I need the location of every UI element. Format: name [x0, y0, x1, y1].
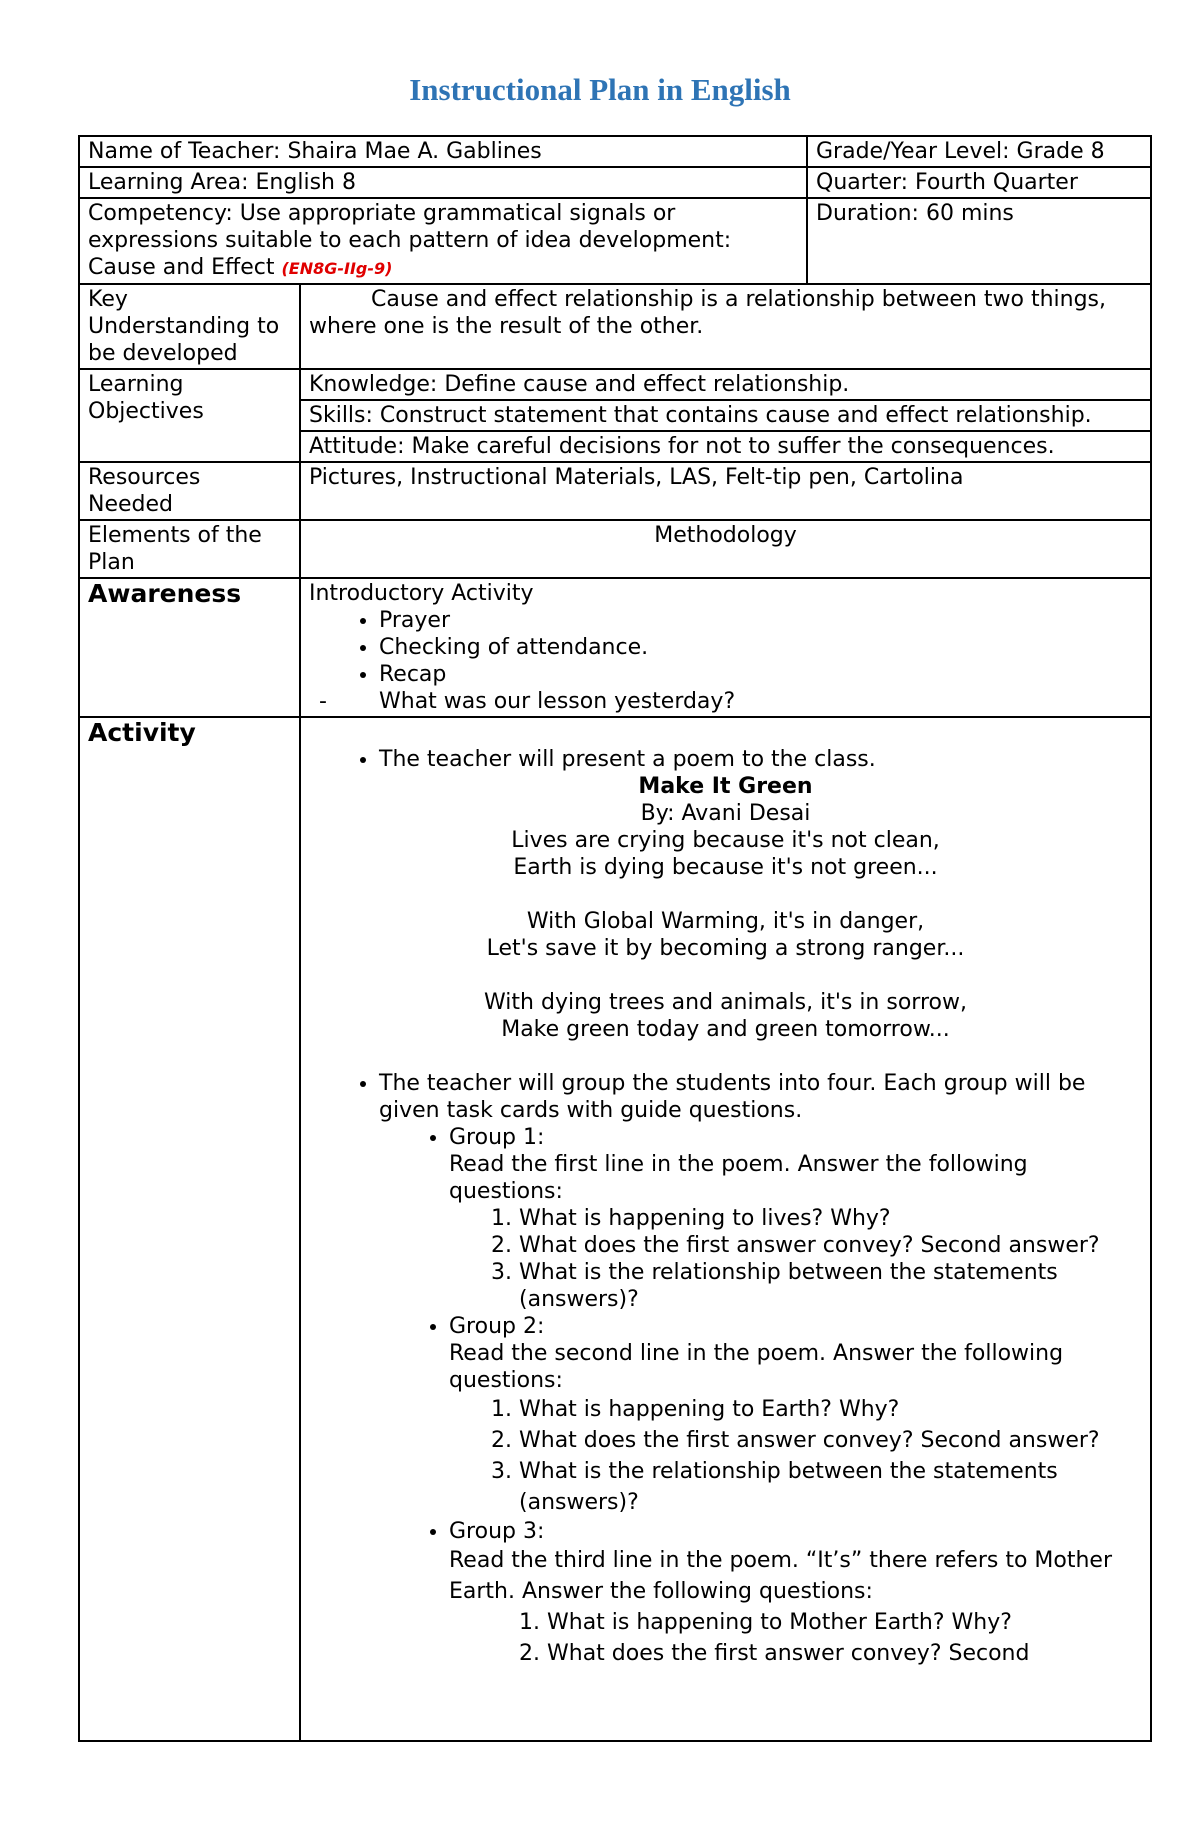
list-item: • Prayer	[379, 607, 1142, 634]
recap-question: - What was our lesson yesterday?	[379, 688, 1142, 715]
competency-text: Competency: Use appropriate grammatical signals or expressions suitable to each pattern of idea development: Cause and Effect	[88, 201, 732, 280]
poem-line: Let's save it by becoming a strong ranger...	[486, 936, 965, 961]
learning-area-row	[79, 167, 1151, 198]
group-item	[449, 1518, 1142, 1669]
document-title: Instructional Plan in English	[409, 72, 791, 107]
group-questions	[449, 1394, 1142, 1518]
question-item: 1. What is happening to Mother Earth? Why?	[547, 1607, 1142, 1638]
poem-line: Make green today and green tomorrow...	[501, 1017, 950, 1042]
activity-label-cell	[79, 717, 300, 1741]
key-understanding-cell	[300, 284, 1151, 369]
elements-label: Elements of the Plan	[79, 520, 300, 578]
awareness-content	[300, 578, 1151, 717]
group-name: • Group 1:	[449, 1125, 545, 1150]
objective-attitude: Attitude: Make careful decisions for not to suffer the consequences.	[300, 431, 1151, 462]
awareness-label-cell	[79, 578, 300, 717]
present-poem-item: • The teacher will present a poem to the class.	[379, 746, 1142, 773]
group-item	[449, 1313, 1142, 1518]
quarter: Quarter: Fourth Quarter	[807, 167, 1151, 198]
competency-cell	[79, 198, 807, 284]
resources-row	[79, 462, 1151, 520]
elements-row	[79, 520, 1151, 578]
question-item: 2. What does the first answer convey? Second answer?	[519, 1232, 1142, 1259]
poem-line: Lives are crying because it's not clean,	[511, 828, 940, 853]
poem-line: With Global Warming, it's in danger,	[526, 909, 925, 934]
list-item: • Recap	[379, 661, 1142, 688]
poem	[309, 773, 1142, 1043]
grade-level: Grade/Year Level: Grade 8	[807, 136, 1151, 167]
question-item: 3. What is the relationship between the statements (answers)?	[519, 1259, 1142, 1313]
poem-line: Earth is dying because it's not green...	[513, 855, 938, 880]
awareness-list	[309, 607, 1142, 715]
group-questions	[449, 1607, 1142, 1669]
group-name: • Group 3:	[449, 1519, 545, 1544]
poem-line: With dying trees and animals, it's in sorrow,	[484, 990, 967, 1015]
group-activity-list	[309, 1070, 1142, 1669]
teacher-row	[79, 136, 1151, 167]
question-item: 3. What is the relationship between the statements (answers)?	[519, 1456, 1142, 1518]
activity-row	[79, 717, 1151, 1741]
objective-knowledge: Knowledge: Define cause and effect relationship.	[300, 369, 1151, 400]
teacher-name: Name of Teacher: Shaira Mae A. Gablines	[79, 136, 807, 167]
question-item: 2. What does the first answer convey? Second answer?	[519, 1425, 1142, 1456]
key-understanding-row	[79, 284, 1151, 369]
group-item	[449, 1124, 1142, 1313]
plan-table	[78, 135, 1152, 1742]
group-instruction: Read the second line in the poem. Answer the following questions:	[449, 1341, 1064, 1393]
objective-skills: Skills: Construct statement that contains cause and effect relationship.	[300, 400, 1151, 431]
awareness-row	[79, 578, 1151, 717]
resources-text: Pictures, Instructional Materials, LAS, Felt-tip pen, Cartolina	[300, 462, 1151, 520]
poem-author: By: Avani Desai	[640, 801, 811, 826]
key-understanding-label: Key Understanding to be developed	[79, 284, 300, 369]
activity-content	[300, 717, 1151, 1741]
activity-list	[309, 746, 1142, 773]
awareness-label: Awareness	[88, 579, 242, 608]
group-intro-text: The teacher will group the students into four. Each group will be given task cards with guide questions.	[379, 1071, 1086, 1123]
question-item: 1. What is happening to Earth? Why?	[519, 1394, 1142, 1425]
group-intro-item	[379, 1070, 1142, 1669]
objectives-row-knowledge	[79, 369, 1151, 400]
objectives-label: Learning Objectives	[79, 369, 300, 462]
competency-code: (EN8G-IIg-9)	[281, 259, 393, 278]
groups-list	[379, 1124, 1142, 1669]
methodology-heading: Methodology	[300, 520, 1151, 578]
key-understanding-text: Cause and effect relationship is a relationship between two things, where one is the result of the other.	[309, 287, 1107, 339]
competency-row	[79, 198, 1151, 284]
duration: Duration: 60 mins	[807, 198, 1151, 284]
resources-label: Resources Needed	[79, 462, 300, 520]
group-instruction: Read the third line in the poem. “It’s” there refers to Mother Earth. Answer the following questions:	[449, 1548, 1112, 1604]
activity-label: Activity	[88, 718, 196, 747]
list-item: • Checking of attendance.	[379, 634, 1142, 661]
introductory-activity: Introductory Activity	[309, 581, 534, 606]
question-item: 1. What is happening to lives? Why?	[519, 1205, 1142, 1232]
poem-title: Make It Green	[638, 774, 813, 799]
group-instruction: Read the first line in the poem. Answer the following questions:	[449, 1152, 1028, 1204]
group-questions	[449, 1205, 1142, 1313]
learning-area: Learning Area: English 8	[79, 167, 807, 198]
group-name: • Group 2:	[449, 1314, 545, 1339]
question-item: 2. What does the first answer convey? Second	[547, 1638, 1142, 1669]
